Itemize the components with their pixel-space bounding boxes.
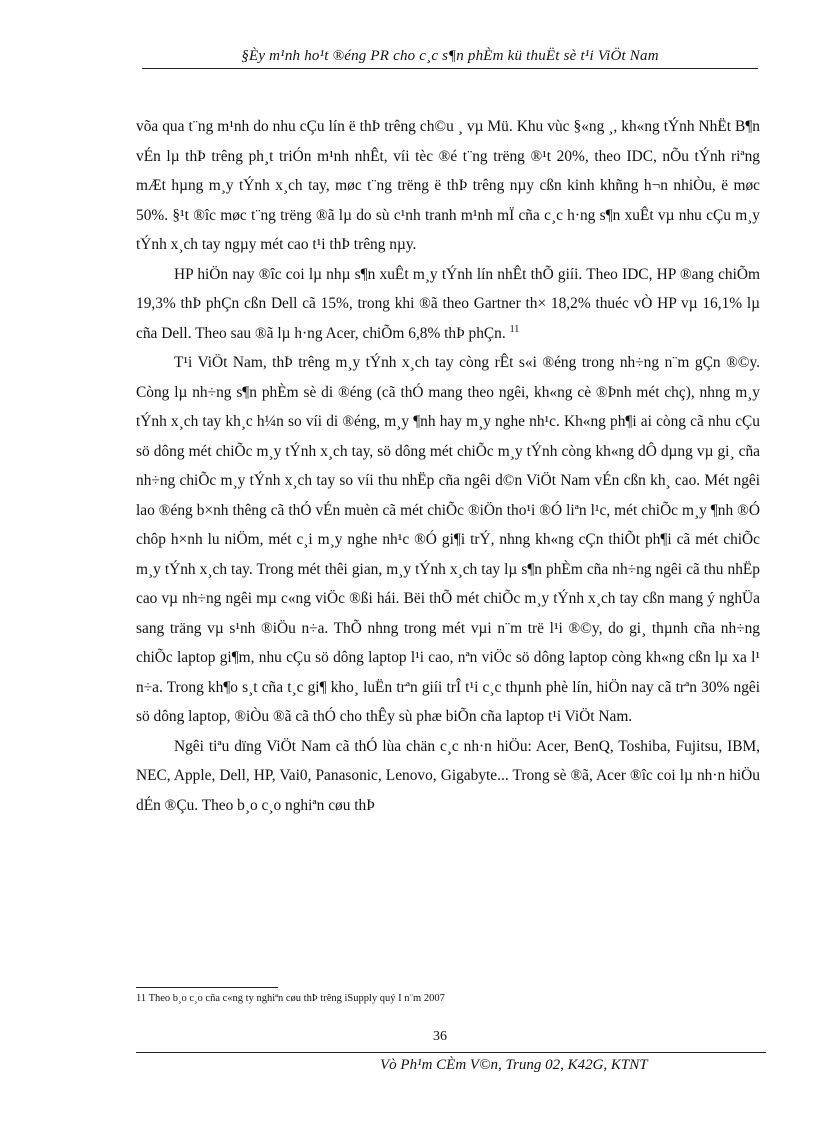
footer-rule	[136, 1052, 766, 1053]
paragraph-4-text: Ngêi tiªu dïng ViÖt Nam cã thÓ lùa chän c¸c nh·n hiÖu: Acer, BenQ, Toshiba, Fujitsu, IBM, NEC, Apple, Dell, HP, Vai0, Panasonic, Lenovo, Gigabyte... Trong sè ®ã, Acer ®îc coi lµ nh·n hiÖu dÉn ®Çu. Theo b¸o c¸o nghiªn cøu thÞ	[136, 737, 760, 814]
paragraph-4	[136, 732, 760, 821]
paragraph-1-text: võa qua t¨ng m¹nh do nhu cÇu lín ë thÞ trêng ch©u ¸ vµ Mü. Khu vùc §«ng ¸, kh«ng tÝnh NhËt B¶n vÉn lµ thÞ trêng ph¸t triÓn m¹nh nhÊt, víi tèc ®é t¨ng trëng ®¹t 20%, theo IDC, nÕu tÝnh riªng mÆt hµng m¸y tÝnh x¸ch tay, møc t¨ng trëng ë thÞ trêng nµy cßn kinh khñng h¬n nhiÒu, ë møc 50%. §¹t ®îc møc t¨ng trëng ®ã lµ do sù c¹nh tranh m¹nh mÏ cña c¸c h·ng s¶n xuÊt vµ nhu cÇu m¸y tÝnh x¸ch tay ngµy mét cao t¹i thÞ trêng nµy.	[136, 118, 760, 253]
footnote-number: 11	[136, 993, 147, 1004]
body-text	[136, 112, 760, 820]
paragraph-3	[136, 348, 760, 732]
paragraph-2	[136, 260, 760, 349]
page-number: 36	[433, 1029, 447, 1044]
running-header: §Èy m¹nh ho¹t ®éng PR cho c¸c s¶n phÈm kü thuËt sè t¹i ViÖt Nam	[241, 48, 659, 64]
footnote-rule	[136, 987, 278, 988]
paragraph-1	[136, 112, 760, 260]
footer-author: Vò Ph¹m CÈm V©n, Trung 02, K42G, KTNT	[380, 1057, 648, 1073]
header-rule	[142, 68, 758, 69]
paragraph-3-text: T¹i ViÖt Nam, thÞ trêng m¸y tÝnh x¸ch tay còng rÊt s«i ®éng trong nh÷ng n¨m gÇn ®©y. Còng lµ nh÷ng s¶n phÈm sè di ®éng (cã thÓ mang theo ngêi, kh«ng cè ®Þnh mét chç), nhng m¸y tÝnh x¸ch tay kh¸c h¼n so víi di ®éng, m¸y ¶nh hay m¸y nghe nh¹c. Kh«ng ph¶i ai còng cã nhu cÇu sö dông mét chiÕc m¸y tÝnh x¸ch tay, sö dông mét chiÕc m¸y tÝnh còng kh«ng dÔ dµng vµ gi¸ cña nh÷ng chiÕc m¸y tÝnh x¸ch tay so víi thu nhËp cña ngêi d©n ViÖt Nam vÉn cßn kh¸ cao. Mét ngêi lao ®éng b×nh thêng cã thÓ vÉn muèn cã mét chiÕc ®iÖn tho¹i ®Ó liªn l¹c, mét chiÕc m¸y ¶nh ®Ó chôp h×nh lu niÖm, mét c¸i m¸y nghe nh¹c ®Ó gi¶i trÝ, nhng kh«ng cÇn thiÕt ph¶i cã mét chiÕc m¸y tÝnh x¸ch tay. Trong mét thêi gian, m¸y tÝnh x¸ch tay lµ s¶n phÈm cña nh÷ng ngêi cã thu nhËp cao vµ nh÷ng ngêi mµ c«ng viÖc ®ßi hái. Bëi thÕ mét chiÕc m¸y tÝnh x¸ch tay cßn mang ý nghÜa sang träng vµ s¹nh ®iÖu n÷a. ThÕ nhng trong mét vµi n¨m trë l¹i ®©y, do gi¸ thµnh cña nh÷ng chiÕc laptop gi¶m, nhu cÇu sö dông laptop l¹i cao, nªn viÖc sö dông laptop còng kh«ng cßn lµ xa l¹ n÷a. Trong kh¶o s¸t cña t¸c gi¶ kho¸ luËn trªn giíi trÎ t¹i c¸c thµnh phè lín, hiÖn nay cã trªn 30% ngêi sö dông laptop, ®iÒu ®ã cã thÓ cho thÊy sù phæ biÕn cña laptop t¹i ViÖt Nam.	[136, 354, 760, 725]
footnote-text: Theo b¸o c¸o cña c«ng ty nghiªn cøu thÞ trêng iSupply quý I n¨m 2007	[148, 993, 445, 1004]
footnote	[136, 992, 760, 1006]
paragraph-2-text: HP hiÖn nay ®îc coi lµ nhµ s¶n xuÊt m¸y tÝnh lín nhÊt thÕ giíi. Theo IDC, HP ®ang chiÕm 19,3% thÞ phÇn cßn Dell cã 15%, trong khi ®ã theo Gartner th× 18,2% thuéc vÒ HP vµ 16,1% lµ cña Dell. Theo sau ®ã lµ h·ng Acer, chiÕm 6,8% thÞ phÇn.	[136, 265, 760, 342]
footnote-reference: 11	[509, 323, 520, 335]
